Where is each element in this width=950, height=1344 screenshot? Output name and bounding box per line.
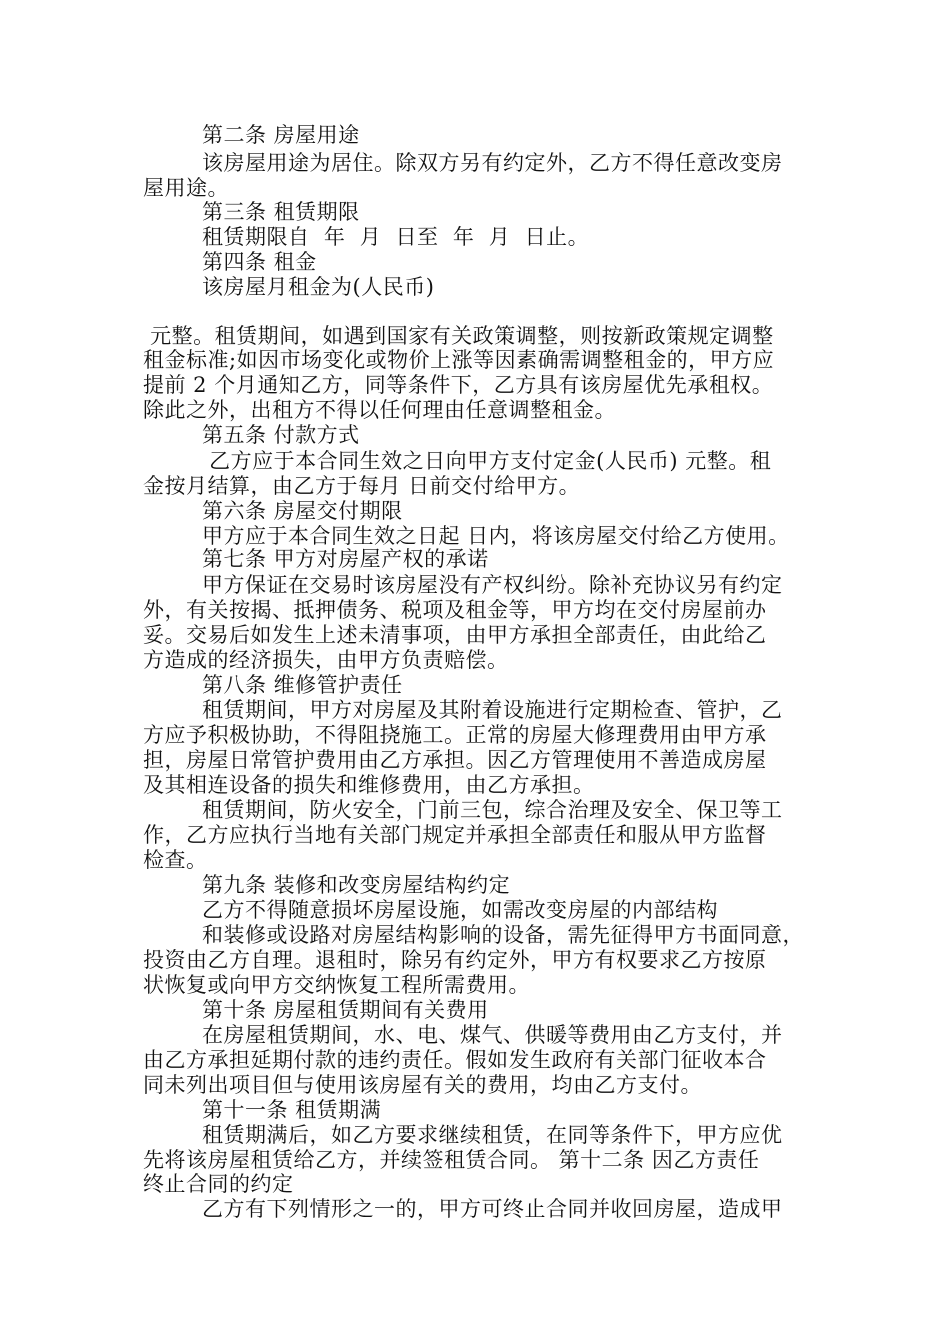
- article-5-heading: 第五条 付款方式: [202, 423, 360, 447]
- paragraph-line: 状恢复或向甲方交纳恢复工程所需费用。: [143, 973, 530, 997]
- article-4-heading: 第四条 租金: [202, 250, 317, 274]
- article-9-heading: 第九条 装修和改变房屋结构约定: [202, 873, 511, 897]
- paragraph-line: 作，乙方应执行当地有关部门规定并承担全部责任和服从甲方监督: [143, 823, 767, 847]
- paragraph-line: 乙方不得随意损坏房屋设施，如需改变房屋的内部结构: [202, 898, 718, 922]
- article-3-heading: 第三条 租赁期限: [202, 200, 360, 224]
- paragraph-line: 在房屋租赁期间，水、电、煤气、供暖等费用由乙方支付，并: [202, 1023, 783, 1047]
- paragraph-line: 及其相连设备的损失和维修费用，由乙方承担。: [143, 773, 595, 797]
- paragraph-line: 妥。交易后如发生上述未清事项，由甲方承担全部责任，由此给乙: [143, 623, 767, 647]
- paragraph-line: 方应予积极协助，不得阻挠施工。正常的房屋大修理费用由甲方承: [143, 723, 767, 747]
- paragraph-line: 除此之外，出租方不得以任何理由任意调整租金。: [143, 398, 616, 422]
- paragraph-line: 金按月结算，由乙方于每月 日前交付给甲方。: [143, 474, 581, 498]
- paragraph-line: 甲方应于本合同生效之日起 日内，将该房屋交付给乙方使用。: [202, 524, 790, 548]
- paragraph-line: 提前 2 个月通知乙方，同等条件下，乙方具有该房屋优先承租权。: [143, 373, 774, 397]
- paragraph-line: 该房屋月租金为(人民币): [202, 275, 435, 299]
- paragraph-line: 元整。租赁期间，如遇到国家有关政策调整，则按新政策规定调整: [143, 324, 774, 348]
- paragraph-line: 同未列出项目但与使用该房屋有关的费用，均由乙方支付。: [143, 1073, 702, 1097]
- paragraph-line: 乙方应于本合同生效之日向甲方支付定金(人民币) 元整。租: [202, 449, 772, 473]
- paragraph-line: 先将该房屋租赁给乙方，并续签租赁合同。 第十二条 因乙方责任: [143, 1148, 760, 1172]
- paragraph-line: 终止合同的约定: [143, 1172, 294, 1196]
- paragraph-line: 租赁期间，甲方对房屋及其附着设施进行定期检查、管护，乙: [202, 698, 783, 722]
- paragraph-line: 由乙方承担延期付款的违约责任。假如发生政府有关部门征收本合: [143, 1048, 767, 1072]
- paragraph-line: 外，有关按揭、抵押债务、税项及租金等，甲方均在交付房屋前办: [143, 598, 767, 622]
- paragraph-line: 方造成的经济损失，由甲方负责赔偿。: [143, 648, 509, 672]
- paragraph-line: 甲方保证在交易时该房屋没有产权纠纷。除补充协议另有约定: [202, 573, 783, 597]
- paragraph-line: 租赁期间，防火安全，门前三包，综合治理及安全、保卫等工: [202, 798, 783, 822]
- article-8-heading: 第八条 维修管护责任: [202, 673, 403, 697]
- paragraph-line: 该房屋用途为居住。除双方另有约定外，乙方不得任意改变房: [202, 151, 783, 175]
- paragraph-line: 租金标准;如因市场变化或物价上涨等因素确需调整租金的，甲方应: [143, 348, 775, 372]
- article-2-heading: 第二条 房屋用途: [202, 123, 360, 147]
- paragraph-line: 屋用途。: [143, 176, 229, 200]
- article-7-heading: 第七条 甲方对房屋产权的承诺: [202, 547, 489, 571]
- paragraph-line: 投资由乙方自理。退租时，除另有约定外，甲方有权要求乙方按原: [143, 948, 767, 972]
- paragraph-line: 乙方有下列情形之一的，甲方可终止合同并收回房屋，造成甲: [202, 1197, 783, 1221]
- article-11-heading: 第十一条 租赁期满: [202, 1098, 382, 1122]
- paragraph-line: 租赁期满后，如乙方要求继续租赁，在同等条件下，甲方应优: [202, 1123, 783, 1147]
- paragraph-line: 检查。: [143, 848, 208, 872]
- article-10-heading: 第十条 房屋租赁期间有关费用: [202, 998, 489, 1022]
- paragraph-line: 担，房屋日常管护费用由乙方承担。因乙方管理使用不善造成房屋: [143, 748, 767, 772]
- paragraph-line: 和装修或设路对房屋结构影响的设备，需先征得甲方书面同意，: [202, 923, 804, 947]
- paragraph-line: 租赁期限自 年 月 日至 年 月 日止。: [202, 225, 590, 249]
- article-6-heading: 第六条 房屋交付期限: [202, 499, 403, 523]
